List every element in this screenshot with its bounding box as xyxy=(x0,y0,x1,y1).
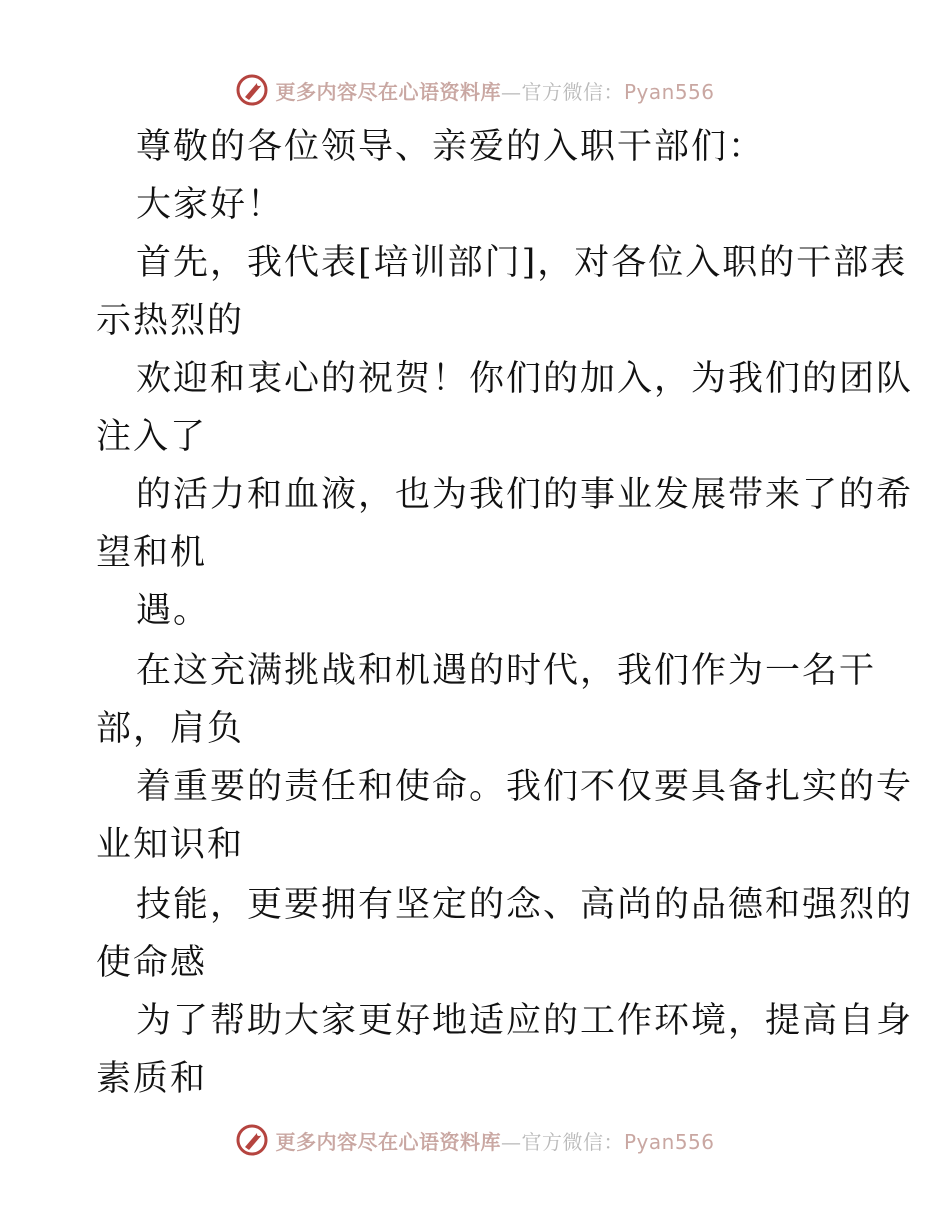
text-line: 欢迎和衷心的祝贺！你们的加入，为我们的团队 xyxy=(136,359,914,399)
text-line: 在这充满挑战和机遇的时代，我们作为一名干 xyxy=(136,651,877,691)
text-line: 尊敬的各位领导、亲爱的入职干部们： xyxy=(136,127,766,167)
pen-logo-icon xyxy=(235,1123,269,1157)
text-line: 注入了 xyxy=(96,417,208,457)
text-line: 首先，我代表[培训部门]，对各位入职的干部表 xyxy=(136,243,908,283)
text-line: 业知识和 xyxy=(96,825,245,865)
text-line: 示热烈的 xyxy=(96,301,245,341)
text-line: 遇。 xyxy=(136,591,211,631)
text-line: 望和机 xyxy=(96,533,208,573)
banner-text: 更多内容尽在心语资料库—官方微信：Pyan556 xyxy=(275,1129,715,1154)
text-line: 部，肩负 xyxy=(96,709,245,749)
text-line: 为了帮助大家更好地适应的工作环境，提高自身 xyxy=(136,1001,914,1041)
text-line: 着重要的责任和使命。我们不仅要具备扎实的专 xyxy=(136,767,914,807)
pen-logo-icon xyxy=(235,73,269,107)
footer-banner xyxy=(0,1120,950,1160)
text-line: 技能，更要拥有坚定的念、高尚的品德和强烈的 xyxy=(136,885,914,925)
text-line: 素质和 xyxy=(96,1059,208,1099)
header-banner xyxy=(0,70,950,110)
text-line: 大家好！ xyxy=(136,185,285,225)
text-line: 使命感 xyxy=(96,943,208,983)
text-line: 的活力和血液，也为我们的事业发展带来了的希 xyxy=(136,475,914,515)
banner-text: 更多内容尽在心语资料库—官方微信：Pyan556 xyxy=(275,79,715,104)
